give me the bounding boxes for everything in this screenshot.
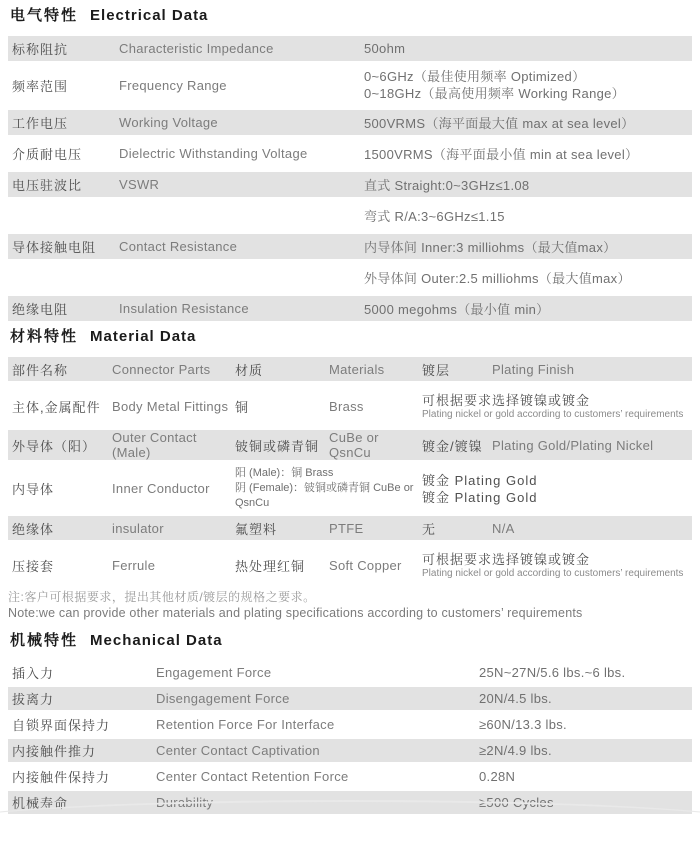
part-name-en: Outer Contact (Male) <box>112 430 197 460</box>
row-label-en: Center Contact Captivation <box>156 743 320 758</box>
table-row <box>8 739 692 762</box>
table-row <box>8 713 692 736</box>
electrical-title-cn: 电气特性 <box>10 7 79 24</box>
row-label-cn: 工作电压 <box>12 116 69 131</box>
row-label-en: Durability <box>156 795 214 810</box>
row-label-en: Engagement Force <box>156 665 272 680</box>
row-label-en: Insulation Resistance <box>119 301 249 316</box>
plating-cn: 镀金/镀镍 <box>422 438 483 454</box>
plating-en: Plating Gold/Plating Nickel <box>492 437 654 453</box>
part-name-en: Ferrule <box>112 557 156 573</box>
material-title-en: Material Data <box>90 328 197 345</box>
table-row <box>8 265 692 290</box>
row-value <box>364 68 692 102</box>
part-name-cn: 主体,金属配件 <box>12 399 101 415</box>
plating-en: N/A <box>492 520 515 536</box>
material-en: Soft Copper <box>329 557 402 573</box>
material-cell <box>235 466 422 511</box>
plating-cell <box>422 392 692 421</box>
material-cn: 氟塑料 <box>235 521 278 537</box>
material-cn: 铜 <box>235 399 250 415</box>
material-line2: 阴 (Female)：铍铜或磷青铜 CuBe or QsnCu <box>235 482 414 509</box>
table-row <box>8 791 692 814</box>
header-cell: 材质 <box>235 362 264 378</box>
part-name-cn: 外导体（阳） <box>12 438 97 454</box>
table-row <box>8 203 692 228</box>
row-value: 20N/4.5 lbs. <box>479 691 552 706</box>
row-label-cn: 内接触件推力 <box>12 744 97 759</box>
plating-line1: 镀金 Plating Gold <box>422 472 538 488</box>
part-name-en: Body Metal Fittings <box>112 398 229 414</box>
row-label-cn: 标称阻抗 <box>12 42 69 57</box>
row-label-cn: 拔离力 <box>12 692 55 707</box>
row-label-en: Disengagement Force <box>156 691 290 706</box>
row-value: 0.28N <box>479 769 516 784</box>
plating-cn: 无 <box>422 521 437 537</box>
row-label-en: Characteristic Impedance <box>119 41 274 56</box>
row-value: 50ohm <box>364 41 406 56</box>
material-line1: 阳 (Male)：铜 Brass <box>235 467 334 479</box>
part-name-en: Inner Conductor <box>112 481 210 496</box>
plating-line-en: Plating nickel or gold according to customers’ requirements <box>422 408 684 420</box>
plating-cell <box>422 472 692 506</box>
row-value-line1: 0~6GHz（最佳使用频率 Optimized） <box>364 69 586 84</box>
material-cn: 热处理红铜 <box>235 558 306 574</box>
plating-line-en: Plating nickel or gold according to customers’ requirements <box>422 567 684 579</box>
row-label-cn: 机械寿命 <box>12 796 69 811</box>
row-value: 内导体间 Inner:3 milliohms（最大值max） <box>364 240 617 255</box>
electrical-table <box>8 36 692 321</box>
plating-cell <box>422 551 692 580</box>
material-en: Brass <box>329 398 364 414</box>
row-value-line2: 0~18GHz（最高使用频率 Working Range） <box>364 86 625 101</box>
row-value: 1500VRMS（海平面最小值 min at sea level） <box>364 147 639 162</box>
row-label-en: Working Voltage <box>119 115 218 130</box>
header-cell: 部件名称 <box>12 362 69 378</box>
material-section <box>8 327 692 621</box>
material-en: CuBe or QsnCu <box>329 430 379 460</box>
material-note-cn: 注:客户可根据要求，提出其他材质/镀层的规格之要求。 <box>8 590 316 604</box>
header-cell: Plating Finish <box>492 361 575 377</box>
row-label-cn: 内接触件保持力 <box>12 770 111 785</box>
row-label-en: Frequency Range <box>119 77 227 93</box>
row-value: ≥2N/4.9 lbs. <box>479 743 552 758</box>
header-cell: Connector Parts <box>112 361 211 377</box>
table-row <box>8 67 692 103</box>
part-name-en: insulator <box>112 520 164 536</box>
table-row <box>8 516 692 540</box>
row-label-cn: 频率范围 <box>12 78 69 94</box>
row-label-en: VSWR <box>119 177 160 192</box>
row-value: 直式 Straight:0~3GHz≤1.08 <box>364 178 530 193</box>
plating-line-cn: 可根据要求选择镀镍或镀金 <box>422 551 591 567</box>
table-row <box>8 234 692 259</box>
row-value: 25N~27N/5.6 lbs.~6 lbs. <box>479 665 626 680</box>
material-note-en: Note:we can provide other materials and plating specifications according to customers’ requirements <box>8 606 583 620</box>
table-row <box>8 765 692 788</box>
table-row <box>8 466 692 511</box>
row-label-cn: 导体接触电阻 <box>12 240 97 255</box>
material-table <box>8 357 692 584</box>
part-name-cn: 压接套 <box>12 558 55 574</box>
material-section-title <box>10 327 692 347</box>
material-en: PTFE <box>329 520 364 536</box>
table-row <box>8 546 692 584</box>
mechanical-title-cn: 机械特性 <box>10 632 79 649</box>
table-row <box>8 110 692 135</box>
row-label-en: Dielectric Withstanding Voltage <box>119 146 308 161</box>
material-title-cn: 材料特性 <box>10 328 79 345</box>
row-value: 弯式 R/A:3~6GHz≤1.15 <box>364 209 505 224</box>
row-label-cn: 绝缘电阻 <box>12 302 69 317</box>
table-row <box>8 430 692 460</box>
row-label-en: Retention Force For Interface <box>156 717 335 732</box>
mechanical-section-title <box>10 631 692 651</box>
row-label-cn: 电压驻波比 <box>12 178 83 193</box>
mechanical-table <box>8 661 692 814</box>
row-label-en: Contact Resistance <box>119 239 238 254</box>
mechanical-section <box>8 631 692 814</box>
electrical-section-title <box>10 6 692 26</box>
material-cn: 铍铜或磷青铜 <box>235 438 320 454</box>
row-value: 500VRMS（海平面最大值 max at sea level） <box>364 116 635 131</box>
electrical-title-en: Electrical Data <box>90 7 209 24</box>
row-label-cn: 介质耐电压 <box>12 147 83 162</box>
row-value: 5000 megohms（最小值 min） <box>364 302 550 317</box>
table-row <box>8 296 692 321</box>
table-row <box>8 172 692 197</box>
table-row <box>8 36 692 61</box>
table-row <box>8 387 692 425</box>
row-value: 外导体间 Outer:2.5 milliohms（最大值max） <box>364 271 631 286</box>
plating-line2: 镀金 Plating Gold <box>422 489 538 505</box>
table-row <box>8 661 692 684</box>
header-cell: 镀层 <box>422 362 451 378</box>
row-value: ≥60N/13.3 lbs. <box>479 717 567 732</box>
row-value: ≥500 Cycles <box>479 795 554 810</box>
table-header-row <box>8 357 692 381</box>
row-label-cn: 插入力 <box>12 666 55 681</box>
plating-line-cn: 可根据要求选择镀镍或镀金 <box>422 392 591 408</box>
header-cell: Materials <box>329 361 385 377</box>
part-name-cn: 绝缘体 <box>12 521 55 537</box>
mechanical-title-en: Mechanical Data <box>90 632 223 649</box>
table-row <box>8 141 692 166</box>
table-row <box>8 687 692 710</box>
part-name-cn: 内导体 <box>12 482 55 497</box>
row-label-en: Center Contact Retention Force <box>156 769 349 784</box>
electrical-section <box>8 6 692 321</box>
row-label-cn: 自锁界面保持力 <box>12 718 111 733</box>
